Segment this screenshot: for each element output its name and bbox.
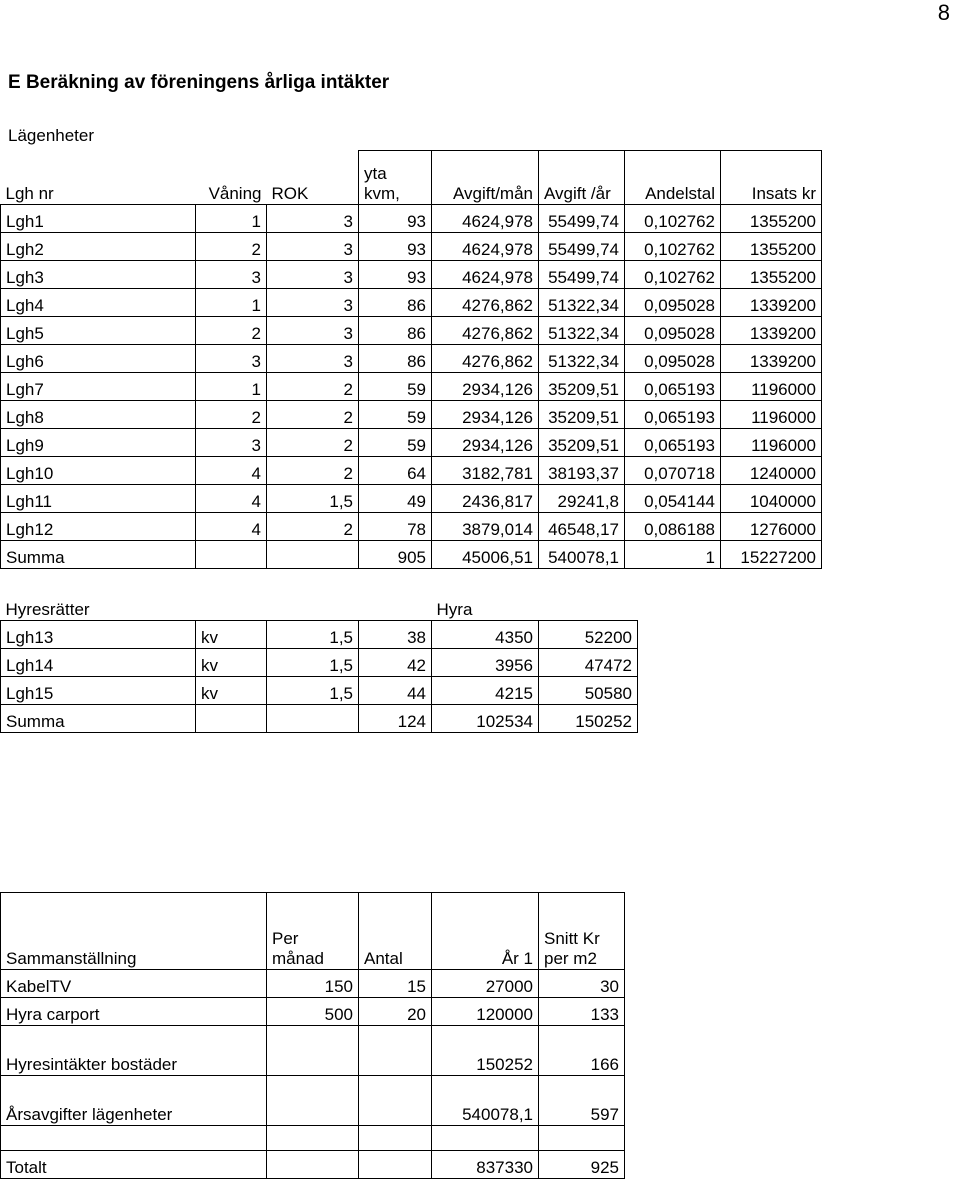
table-cell: Summa	[1, 541, 196, 569]
table-cell: 38	[359, 621, 432, 649]
table-cell	[196, 541, 267, 569]
table-cell: Hyra carport	[1, 998, 267, 1026]
column-header: Lgh nr	[1, 151, 196, 205]
summary-table	[0, 892, 625, 1179]
table-cell: 2	[267, 513, 359, 541]
table-cell: 1,5	[267, 677, 359, 705]
table-cell	[267, 1076, 359, 1126]
table-cell: Lgh9	[1, 429, 196, 457]
table-cell: 1,5	[267, 621, 359, 649]
table-cell	[267, 1151, 359, 1179]
table-cell: 3	[196, 261, 267, 289]
table-cell: 120000	[432, 998, 539, 1026]
table-cell	[359, 1126, 432, 1151]
table-cell: Lgh1	[1, 205, 196, 233]
column-header	[359, 591, 432, 621]
table-cell: 2934,126	[432, 401, 539, 429]
table-cell: 3956	[432, 649, 539, 677]
table-row	[1, 1151, 625, 1179]
table-cell: 1355200	[721, 261, 822, 289]
table-row	[1, 429, 822, 457]
table-cell: Totalt	[1, 1151, 267, 1179]
table-cell: 500	[267, 998, 359, 1026]
table-cell: Hyresintäkter bostäder	[1, 1026, 267, 1076]
apartments-table	[0, 150, 822, 569]
table-cell: 150252	[432, 1026, 539, 1076]
table-cell: 1	[196, 373, 267, 401]
table-cell: kv	[196, 677, 267, 705]
table-row	[1, 289, 822, 317]
table-cell: 0,095028	[625, 317, 721, 345]
table-cell: 86	[359, 345, 432, 373]
table-cell: Lgh6	[1, 345, 196, 373]
table-row	[1, 1076, 625, 1126]
column-header: Per månad	[267, 893, 359, 970]
table-row	[1, 998, 625, 1026]
table-cell: 1196000	[721, 373, 822, 401]
table-cell: 2	[267, 457, 359, 485]
table-cell: 55499,74	[539, 205, 625, 233]
table-cell	[359, 1151, 432, 1179]
table-cell: Lgh5	[1, 317, 196, 345]
table-cell: 3	[267, 289, 359, 317]
table-cell	[196, 705, 267, 733]
table-cell: Lgh15	[1, 677, 196, 705]
table-cell: 20	[359, 998, 432, 1026]
table-cell: 44	[359, 677, 432, 705]
page-number: 8	[937, 0, 950, 25]
table-cell: 3	[196, 345, 267, 373]
column-header: Sammanställning	[1, 893, 267, 970]
table-cell: 2934,126	[432, 373, 539, 401]
column-header: Avgift /år	[539, 151, 625, 205]
table-row	[1, 677, 638, 705]
table-cell: 51322,34	[539, 289, 625, 317]
table-cell: 1339200	[721, 317, 822, 345]
table-cell: 133	[539, 998, 625, 1026]
table-cell: 86	[359, 289, 432, 317]
table-cell	[267, 1126, 359, 1151]
table-row	[1, 373, 822, 401]
table-row	[1, 401, 822, 429]
table-cell: Lgh10	[1, 457, 196, 485]
table-cell: 4276,862	[432, 345, 539, 373]
table-cell	[359, 1026, 432, 1076]
table-cell: 4	[196, 457, 267, 485]
table-cell: 0,065193	[625, 401, 721, 429]
table-cell: 1196000	[721, 429, 822, 457]
column-header: Våning	[196, 151, 267, 205]
table-cell	[267, 541, 359, 569]
table-cell: 46548,17	[539, 513, 625, 541]
table-cell: 1,5	[267, 485, 359, 513]
table-cell: 150	[267, 970, 359, 998]
table-cell	[539, 1126, 625, 1151]
table-cell: Lgh14	[1, 649, 196, 677]
table-cell	[359, 1076, 432, 1126]
table-row	[1, 233, 822, 261]
column-header: Insats kr	[721, 151, 822, 205]
table-cell: 837330	[432, 1151, 539, 1179]
table-row	[1, 705, 638, 733]
table-cell: 35209,51	[539, 429, 625, 457]
table-cell: 3879,014	[432, 513, 539, 541]
table-row	[1, 317, 822, 345]
table-cell: 124	[359, 705, 432, 733]
table-cell: 93	[359, 205, 432, 233]
table-cell: 3	[196, 429, 267, 457]
table-cell: kv	[196, 649, 267, 677]
table-cell: 0,102762	[625, 261, 721, 289]
column-header: Andelstal	[625, 151, 721, 205]
table-cell: Lgh4	[1, 289, 196, 317]
table-cell: 3	[267, 205, 359, 233]
table-cell: 35209,51	[539, 373, 625, 401]
table-cell: 1196000	[721, 401, 822, 429]
table-row	[1, 345, 822, 373]
table-cell: 3	[267, 233, 359, 261]
table-cell: 78	[359, 513, 432, 541]
table-cell: 35209,51	[539, 401, 625, 429]
table-cell: 1	[625, 541, 721, 569]
table-cell: 64	[359, 457, 432, 485]
table-cell: Lgh8	[1, 401, 196, 429]
table-cell: 4624,978	[432, 233, 539, 261]
table-cell: 0,065193	[625, 373, 721, 401]
column-header: Hyra	[432, 591, 539, 621]
table-cell: 1	[196, 205, 267, 233]
table-cell: 2	[196, 401, 267, 429]
column-header: ROK	[267, 151, 359, 205]
table-cell: 597	[539, 1076, 625, 1126]
table-cell: 925	[539, 1151, 625, 1179]
table-cell: 29241,8	[539, 485, 625, 513]
table-cell: 4215	[432, 677, 539, 705]
table-cell: 905	[359, 541, 432, 569]
table-cell: 59	[359, 429, 432, 457]
table-row	[1, 541, 822, 569]
table-row	[1, 205, 822, 233]
column-header	[267, 591, 359, 621]
table-cell: 3	[267, 261, 359, 289]
table-row	[1, 1026, 625, 1076]
table-cell: 540078,1	[432, 1076, 539, 1126]
table-cell	[267, 1026, 359, 1076]
table-cell: 3	[267, 345, 359, 373]
table-cell: 51322,34	[539, 317, 625, 345]
table-cell: 55499,74	[539, 233, 625, 261]
table-cell	[432, 1126, 539, 1151]
table-cell: 1355200	[721, 205, 822, 233]
table-cell: Lgh11	[1, 485, 196, 513]
table-cell: 2	[196, 317, 267, 345]
table-cell: 1040000	[721, 485, 822, 513]
table-cell: 4350	[432, 621, 539, 649]
table-cell: 2	[196, 233, 267, 261]
table-cell: Lgh7	[1, 373, 196, 401]
table-cell	[1, 1126, 267, 1151]
table-cell: Lgh3	[1, 261, 196, 289]
column-header: Snitt Kr per m2	[539, 893, 625, 970]
table-cell: 0,102762	[625, 205, 721, 233]
table-cell: 2934,126	[432, 429, 539, 457]
table-cell: 102534	[432, 705, 539, 733]
table-cell: 2	[267, 429, 359, 457]
table-row	[1, 457, 822, 485]
table-cell: 0,065193	[625, 429, 721, 457]
table-header-row	[1, 893, 625, 970]
column-header: Hyresrätter	[1, 591, 196, 621]
table-cell: 15	[359, 970, 432, 998]
table-cell: 4624,978	[432, 261, 539, 289]
table-cell: 4276,862	[432, 317, 539, 345]
table-cell: 4276,862	[432, 289, 539, 317]
page-title: E Beräkning av föreningens årliga intäkter	[8, 72, 390, 93]
table-cell: 1276000	[721, 513, 822, 541]
table-cell: 47472	[539, 649, 638, 677]
table-cell: KabelTV	[1, 970, 267, 998]
table-cell: 38193,37	[539, 457, 625, 485]
table-cell: 30	[539, 970, 625, 998]
table-cell: 59	[359, 373, 432, 401]
table-cell: 0,095028	[625, 289, 721, 317]
table-row	[1, 649, 638, 677]
table-cell: 86	[359, 317, 432, 345]
rentals-table	[0, 591, 638, 733]
table-cell: Lgh2	[1, 233, 196, 261]
column-header: yta kvm,	[359, 151, 432, 205]
table-cell: kv	[196, 621, 267, 649]
table-row	[1, 485, 822, 513]
section-label-apartments: Lägenheter	[8, 126, 95, 145]
column-header: Antal	[359, 893, 432, 970]
table-cell: 1,5	[267, 649, 359, 677]
table-cell: 3182,781	[432, 457, 539, 485]
table-header-row	[1, 591, 638, 621]
table-cell: 49	[359, 485, 432, 513]
table-cell: 0,070718	[625, 457, 721, 485]
table-cell: 42	[359, 649, 432, 677]
table-row	[1, 621, 638, 649]
column-header	[196, 591, 267, 621]
table-cell: 0,086188	[625, 513, 721, 541]
table-cell: 1	[196, 289, 267, 317]
table-cell: 55499,74	[539, 261, 625, 289]
table-cell: 4	[196, 513, 267, 541]
table-cell: 3	[267, 317, 359, 345]
table-cell: 540078,1	[539, 541, 625, 569]
table-cell: 0,095028	[625, 345, 721, 373]
table-cell: 45006,51	[432, 541, 539, 569]
table-cell: 4	[196, 485, 267, 513]
table-cell: 15227200	[721, 541, 822, 569]
table-header-row	[1, 151, 822, 205]
table-cell: 4624,978	[432, 205, 539, 233]
table-row	[1, 513, 822, 541]
column-header: Avgift/mån	[432, 151, 539, 205]
table-row	[1, 1126, 625, 1151]
table-cell: Summa	[1, 705, 196, 733]
table-cell: 0,054144	[625, 485, 721, 513]
table-cell: 0,102762	[625, 233, 721, 261]
table-cell: Lgh12	[1, 513, 196, 541]
table-cell: 52200	[539, 621, 638, 649]
table-cell	[267, 705, 359, 733]
table-cell: 2436,817	[432, 485, 539, 513]
table-cell: 93	[359, 233, 432, 261]
table-cell: 93	[359, 261, 432, 289]
table-row	[1, 970, 625, 998]
table-cell: 59	[359, 401, 432, 429]
column-header: År 1	[432, 893, 539, 970]
table-cell: 2	[267, 401, 359, 429]
table-cell: Årsavgifter lägenheter	[1, 1076, 267, 1126]
table-cell: Lgh13	[1, 621, 196, 649]
table-cell: 1339200	[721, 289, 822, 317]
table-cell: 50580	[539, 677, 638, 705]
table-cell: 27000	[432, 970, 539, 998]
column-header	[539, 591, 638, 621]
table-cell: 51322,34	[539, 345, 625, 373]
table-cell: 1339200	[721, 345, 822, 373]
table-row	[1, 261, 822, 289]
table-cell: 1355200	[721, 233, 822, 261]
table-cell: 1240000	[721, 457, 822, 485]
table-cell: 150252	[539, 705, 638, 733]
table-cell: 166	[539, 1026, 625, 1076]
table-cell: 2	[267, 373, 359, 401]
